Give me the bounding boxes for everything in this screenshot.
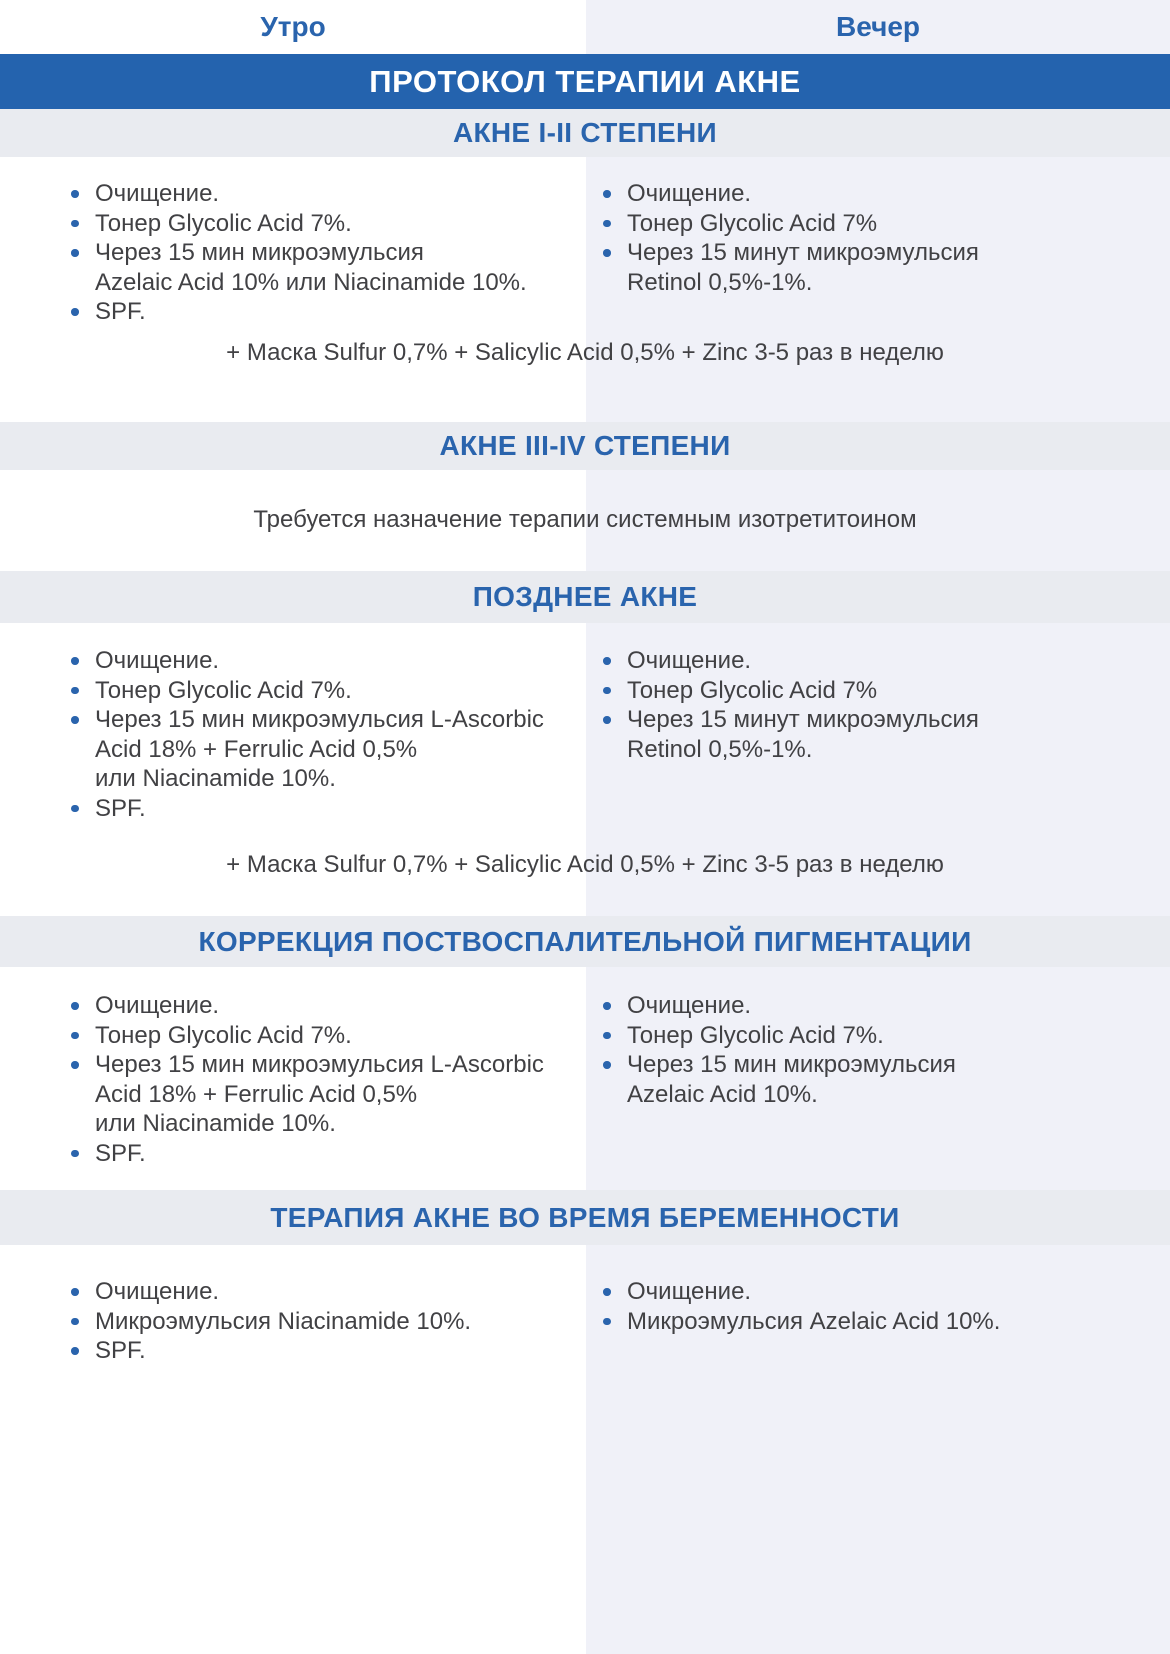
list-item: Acid 18% + Ferrulic Acid 0,5% — [95, 1080, 418, 1108]
list-item: Через 15 минут микроэмульсия — [603, 705, 979, 735]
list-item: или Niacinamide 10%. — [95, 1110, 336, 1137]
list-item: Микроэмульсия Niacinamide 10%. — [71, 1307, 471, 1337]
bullet-list-late-acne-evening — [603, 646, 979, 764]
list-item: Тонер Glycolic Acid 7% — [603, 209, 979, 239]
list-item: Через 15 мин микроэмульсия — [71, 238, 527, 268]
list-item: Тонер Glycolic Acid 7% — [603, 676, 979, 706]
bullet-list-pregnancy-evening — [603, 1277, 1000, 1336]
bullet-list-pigmentation-evening — [603, 991, 956, 1109]
section-title-pigmentation: КОРРЕКЦИЯ ПОСТВОСПАЛИТЕЛЬНОЙ ПИГМЕНТАЦИИ — [0, 916, 1170, 967]
list-item: Очищение. — [71, 1277, 471, 1307]
list-item: Тонер Glycolic Acid 7%. — [71, 676, 544, 706]
bullet-list-late-acne-morning — [71, 646, 544, 823]
list-item: Через 15 мин микроэмульсия L-Ascorbic — [71, 705, 544, 735]
list-item: SPF. — [71, 1139, 544, 1169]
list-item: SPF. — [71, 297, 527, 327]
list-item: SPF. — [71, 794, 544, 824]
bullet-list-pregnancy-morning — [71, 1277, 471, 1366]
list-item: Очищение. — [71, 991, 544, 1021]
list-item: Retinol 0,5%-1%. — [627, 735, 813, 763]
section-title-pregnancy: ТЕРАПИЯ АКНЕ ВО ВРЕМЯ БЕРЕМЕННОСТИ — [0, 1190, 1170, 1245]
list-item: Очищение. — [603, 991, 956, 1021]
list-item: Микроэмульсия Azelaic Acid 10%. — [603, 1307, 1000, 1337]
list-item: Тонер Glycolic Acid 7%. — [603, 1021, 956, 1051]
list-item: Acid 18% + Ferrulic Acid 0,5% — [95, 735, 418, 763]
list-item: Очищение. — [603, 646, 979, 676]
list-item: Retinol 0,5%-1%. — [627, 268, 813, 296]
list-item: Azelaic Acid 10%. — [627, 1080, 818, 1108]
list-item: Тонер Glycolic Acid 7%. — [71, 1021, 544, 1051]
bullet-list-acne-1-2-morning — [71, 179, 527, 327]
section-title-acne-1-2: АКНЕ I-II СТЕПЕНИ — [0, 109, 1170, 157]
list-item: Через 15 минут микроэмульсия — [603, 238, 979, 268]
main-title-banner: ПРОТОКОЛ ТЕРАПИИ АКНЕ — [0, 54, 1170, 109]
list-item: Тонер Glycolic Acid 7%. — [71, 209, 527, 239]
list-item: Очищение. — [71, 179, 527, 209]
section-title-late-acne: ПОЗДНЕЕ АКНЕ — [0, 571, 1170, 623]
column-header-evening: Вечер — [835, 11, 921, 42]
list-item: Очищение. — [603, 1277, 1000, 1307]
footer-note-mask-1: + Маска Sulfur 0,7% + Salicylic Acid 0,5% + Zinc 3-5 раз в неделю — [226, 339, 944, 366]
list-item: Через 15 мин микроэмульсия L-Ascorbic — [71, 1050, 544, 1080]
column-header-morning: Утро — [260, 11, 326, 42]
list-item: или Niacinamide 10%. — [95, 765, 336, 792]
list-item: Очищение. — [71, 646, 544, 676]
list-item: SPF. — [71, 1336, 471, 1366]
list-item: Через 15 мин микроэмульсия — [603, 1050, 956, 1080]
list-item: Azelaic Acid 10% или Niacinamide 10%. — [95, 268, 527, 296]
footer-note-mask-2: + Маска Sulfur 0,7% + Salicylic Acid 0,5% + Zinc 3-5 раз в неделю — [226, 851, 944, 878]
list-item: Очищение. — [603, 179, 979, 209]
systemic-therapy-note: Требуется назначение терапии системным изотретитоином — [253, 506, 917, 533]
bullet-list-acne-1-2-evening — [603, 179, 979, 297]
section-title-acne-3-4: АКНЕ III-IV СТЕПЕНИ — [0, 422, 1170, 470]
bullet-list-pigmentation-morning — [71, 991, 544, 1168]
